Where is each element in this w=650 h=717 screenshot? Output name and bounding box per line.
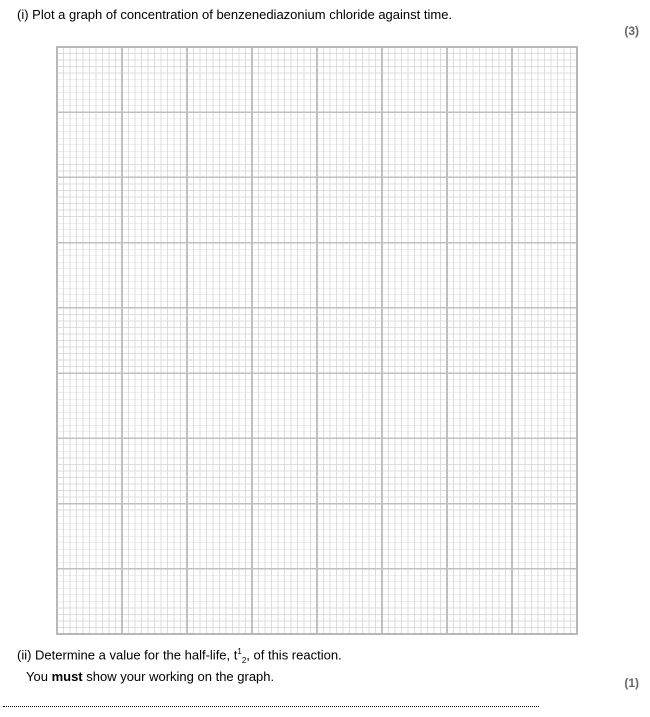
question-i-marks: (3)	[624, 24, 639, 38]
question-ii-marks: (1)	[624, 676, 639, 690]
question-ii-line2	[17, 669, 342, 685]
must-emphasis: must	[51, 668, 83, 684]
question-ii-line1-end: , of this reaction.	[246, 647, 342, 663]
question-ii-line1-start: (ii) Determine a value for the half-life, t	[17, 647, 238, 663]
answer-line[interactable]	[3, 706, 539, 707]
half-life-sub: 2	[241, 655, 247, 665]
question-ii-line2-end: show your working on the graph.	[82, 668, 275, 684]
graph-paper-grid[interactable]	[56, 46, 578, 635]
half-life-sup: 1	[237, 647, 242, 656]
question-i-text: (i) Plot a graph of concentration of benzenediazonium chloride against time.	[17, 7, 453, 22]
question-ii-line2-start: You	[26, 668, 52, 684]
question-ii-text	[17, 644, 342, 685]
graph-paper[interactable]	[56, 46, 578, 635]
question-ii-line1	[17, 644, 342, 669]
